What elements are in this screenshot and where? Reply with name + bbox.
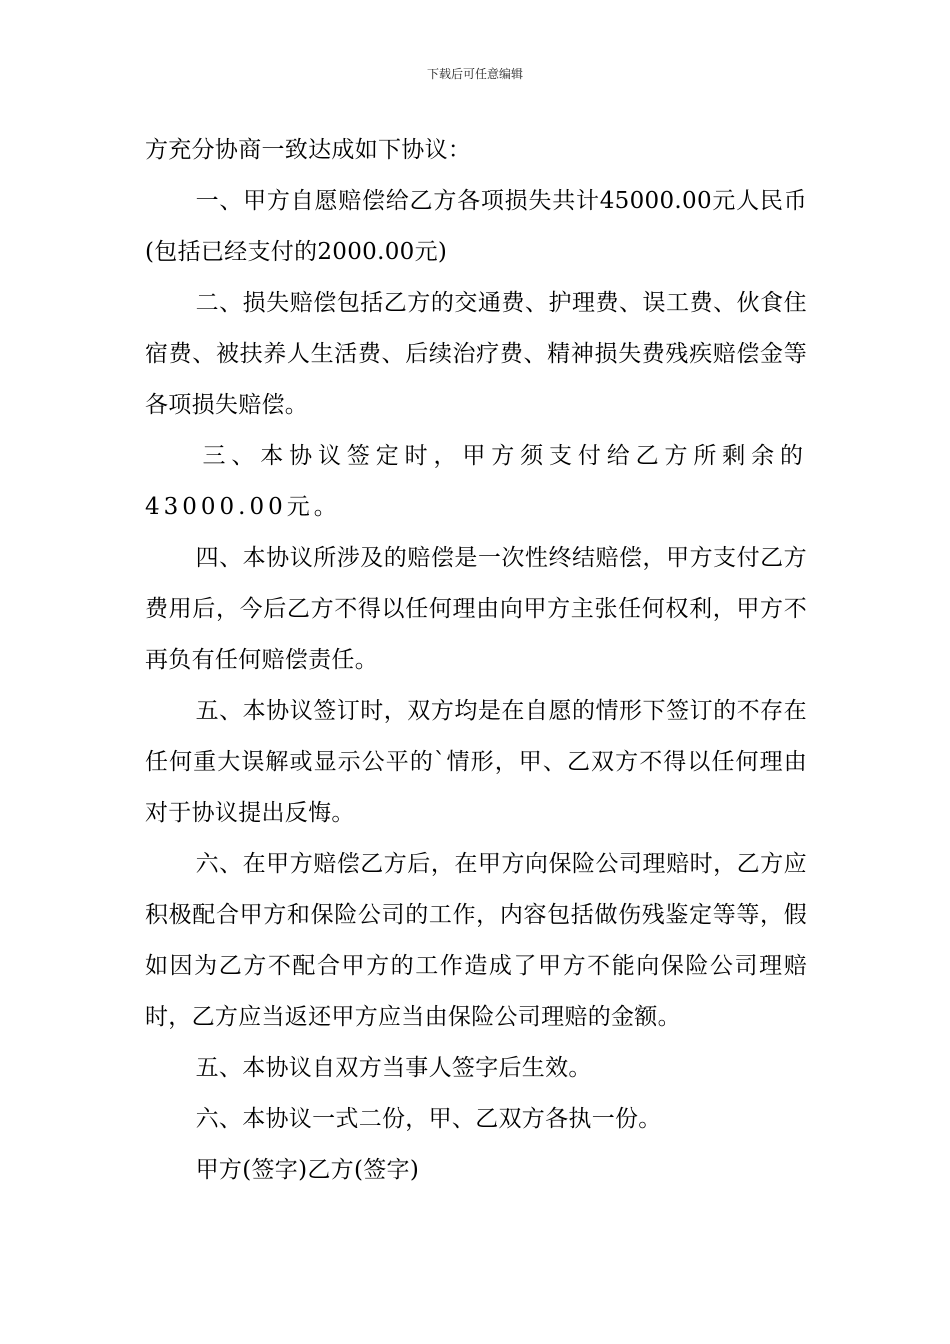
- agreement-body: [145, 125, 807, 1196]
- clause-6: 六、在甲方赔偿乙方后，在甲方向保险公司理赔时，乙方应积极配合甲方和保险公司的工作，内容包括做伤残鉴定等等，假如因为乙方不配合甲方的工作造成了甲方不能向保险公司理赔时，乙方应当返还甲方应当由保险公司理赔的金额。: [145, 851, 807, 1030]
- page-header-note: 下载后可任意编辑: [426, 67, 523, 81]
- intro-paragraph: 方充分协商一致达成如下协议：: [145, 137, 472, 163]
- clause-4: 四、本协议所涉及的赔偿是一次性终结赔偿，甲方支付乙方费用后，今后乙方不得以任何理由向甲方主张任何权利，甲方不再负有任何赔偿责任。: [145, 545, 807, 673]
- signature-line: 甲方(签字)乙方(签字): [195, 1157, 420, 1183]
- clause-1: 一、甲方自愿赔偿给乙方各项损失共计45000.00元人民币(包括已经支付的2000.00元): [145, 188, 807, 265]
- clause-2: 二、损失赔偿包括乙方的交通费、护理费、误工费、伙食住宿费、被扶养人生活费、后续治疗费、精神损失费残疾赔偿金等各项损失赔偿。: [145, 290, 807, 418]
- clause-copies: 六、本协议一式二份，甲、乙双方各执一份。: [195, 1106, 662, 1132]
- clause-5: 五、本协议签订时，双方均是在自愿的情形下签订的不存在任何重大误解或显示公平的`情形，甲、乙双方不得以任何理由对于协议提出反悔。: [145, 698, 807, 826]
- clause-effective: 五、本协议自双方当事人签字后生效。: [195, 1055, 592, 1081]
- clause-3: 三、本协议签定时，甲方须支付给乙方所剩余的43000.00元。: [145, 443, 807, 520]
